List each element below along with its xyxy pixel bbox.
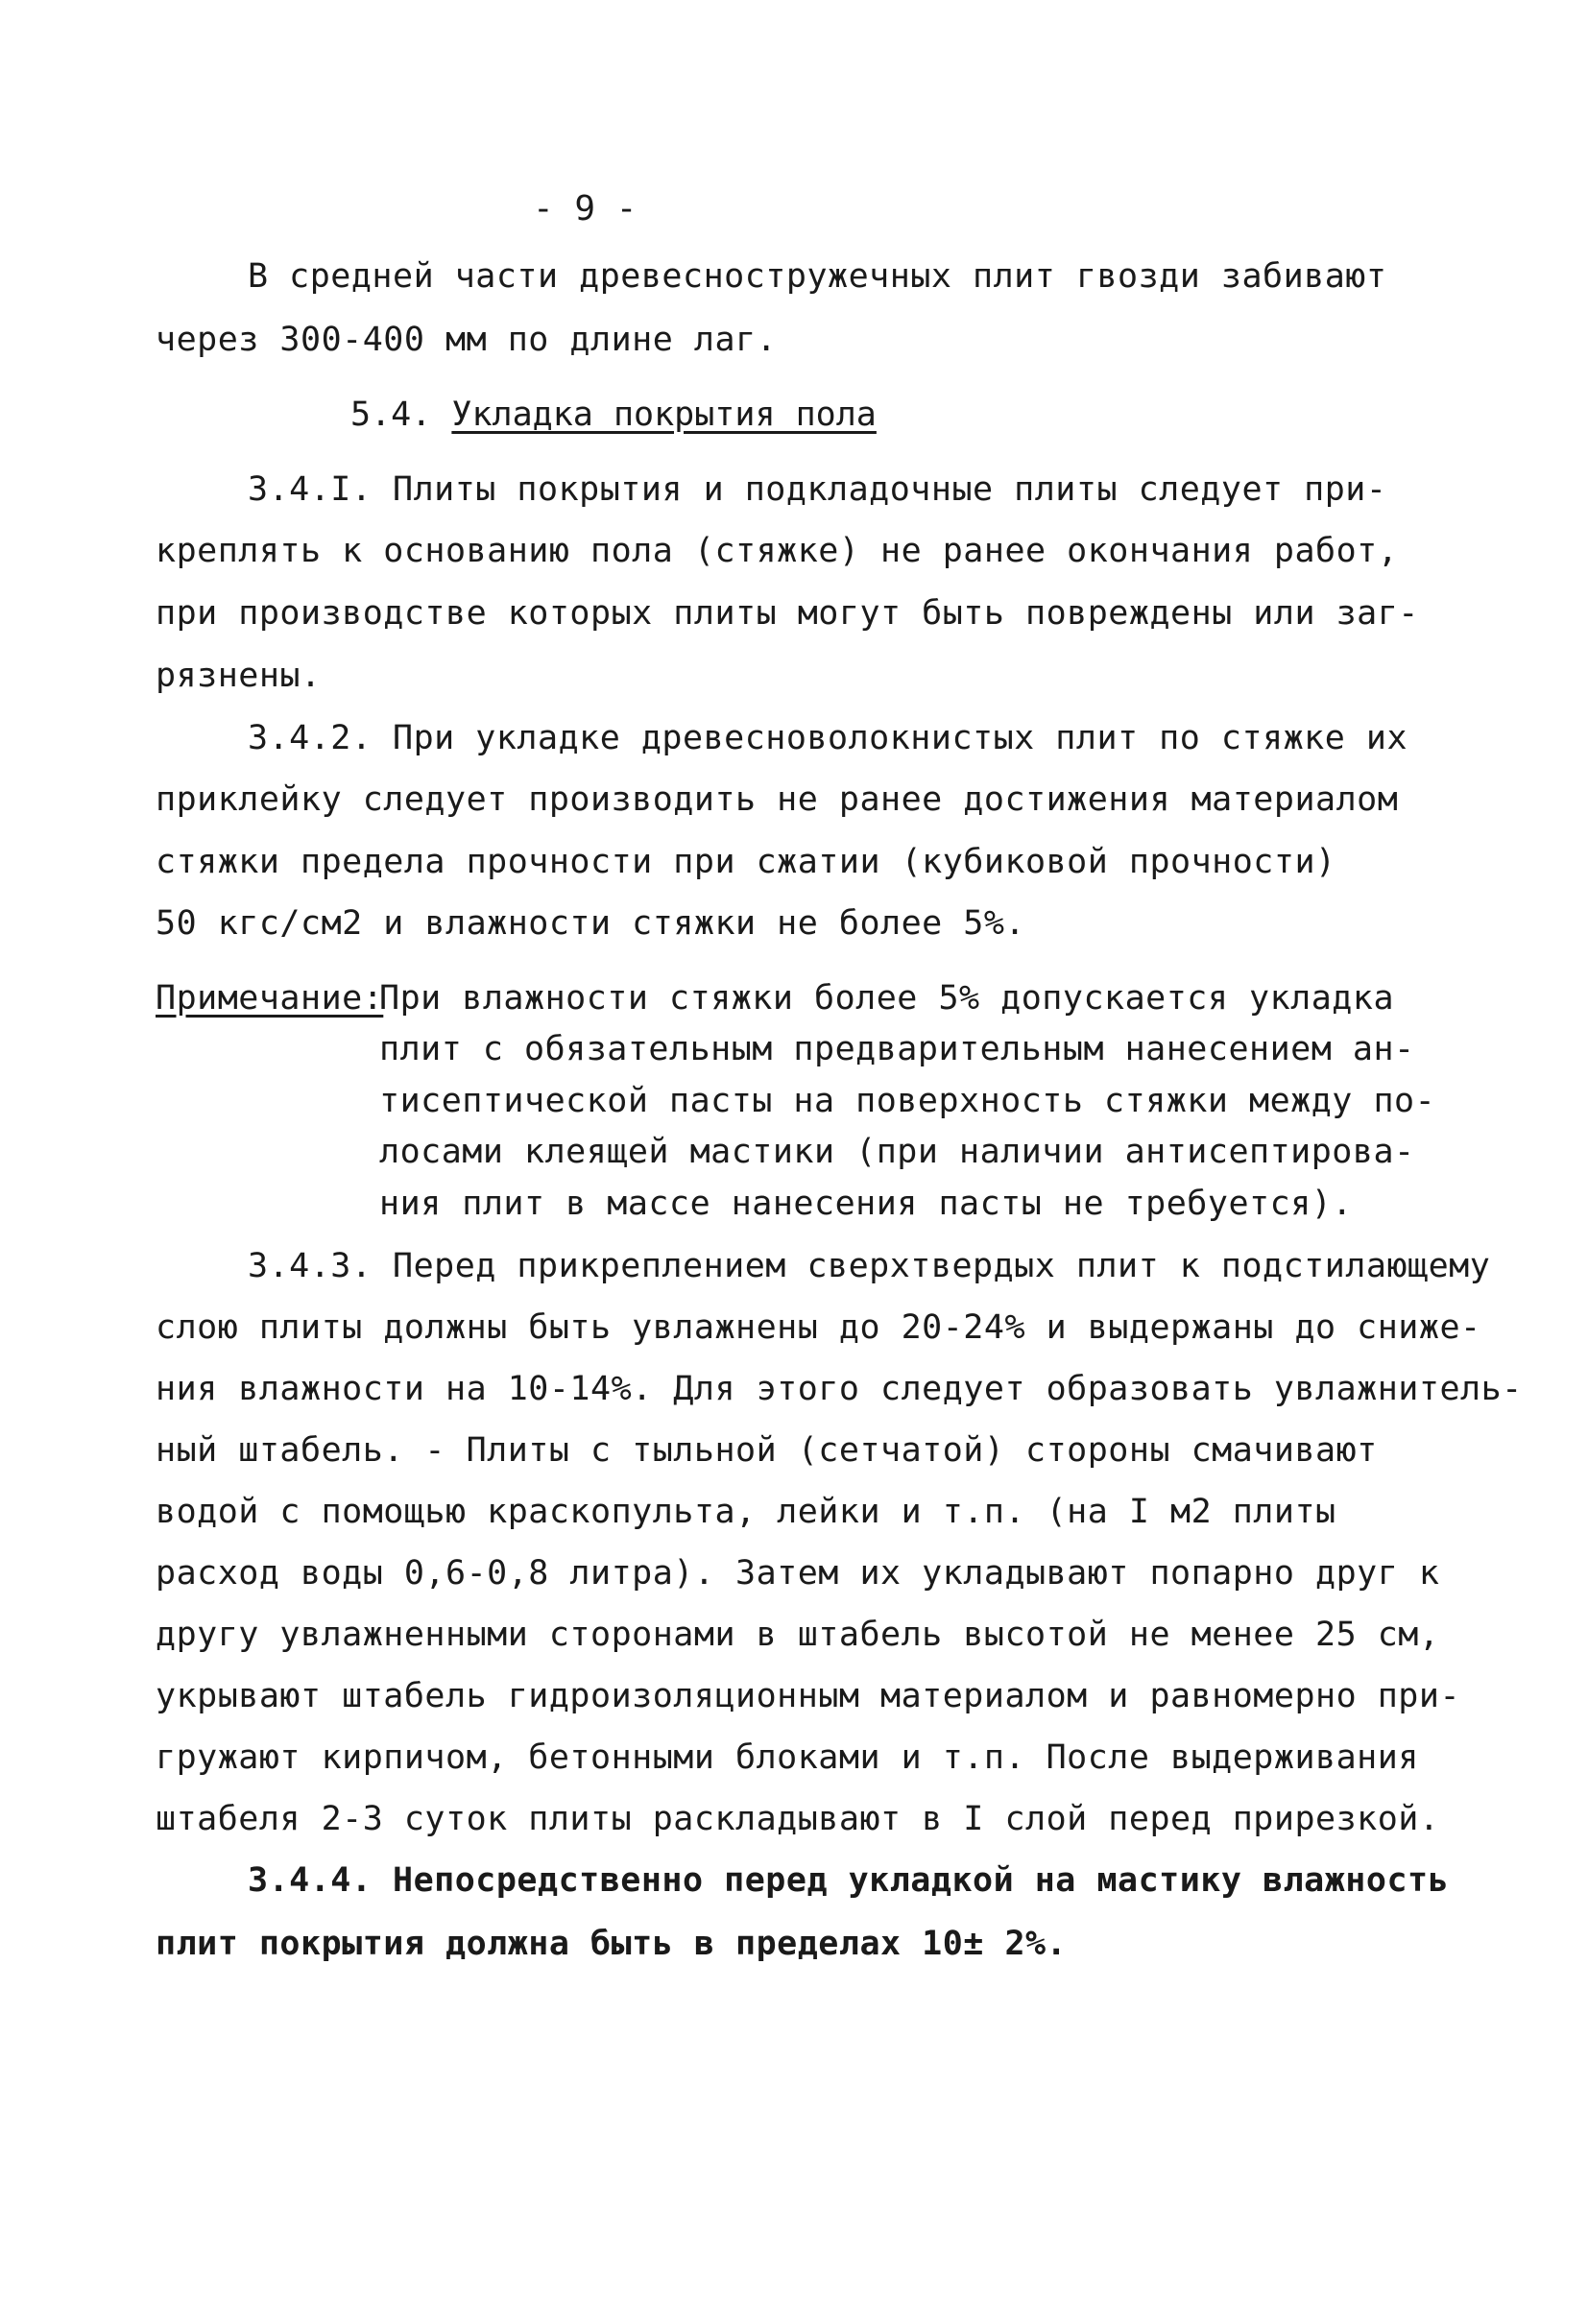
p343-line-8: укрывают штабель гидроизоляционным материалом и равномерно при-: [156, 1677, 1461, 1715]
p342-line-2: приклейку следует производить не ранее достижения материалом: [156, 780, 1399, 819]
note-line-1: При влажности стяжки более 5% допускается укладка: [379, 979, 1395, 1018]
p343-line-5: водой с помощью краскопульта, лейки и т.п. (на I м2 плиты: [156, 1493, 1336, 1531]
p343-line-1: 3.4.3. Перед прикреплением сверхтвердых плит к подстилающему: [248, 1247, 1491, 1285]
p341-line-1: 3.4.I. Плиты покрытия и подкладочные плиты следует при-: [248, 470, 1387, 509]
p343-line-9: гружают кирпичом, бетонными блоками и т.п. После выдерживания: [156, 1738, 1419, 1777]
p343-line-10: штабеля 2-3 суток плиты раскладывают в I слой перед прирезкой.: [156, 1800, 1440, 1838]
p343-line-3: ния влажности на 10-14%. Для этого следует образовать увлажнитель-: [156, 1370, 1523, 1408]
p341-line-2: креплять к основанию пола (стяжке) не ранее окончания работ,: [156, 532, 1399, 570]
note-line-4: лосами клеящей мастики (при наличии антисептирова-: [379, 1133, 1415, 1171]
p343-line-4: ный штабель. - Плиты с тыльной (сетчатой) стороны смачивают: [156, 1431, 1378, 1470]
page-number: - 9 -: [533, 189, 638, 228]
p342-line-4: 50 кгс/см2 и влажности стяжки не более 5%.: [156, 904, 1026, 943]
note-line-5: ния плит в массе нанесения пасты не требуется).: [379, 1185, 1353, 1223]
p343-line-2: слою плиты должны быть увлажнены до 20-24% и выдержаны до сниже-: [156, 1308, 1481, 1347]
note-line-2: плит с обязательным предварительным нанесением ан-: [379, 1030, 1415, 1068]
p343-line-7: другу увлажненными сторонами в штабель высотой не менее 25 см,: [156, 1616, 1440, 1654]
p344-line-2: плит покрытия должна быть в пределах 10± 2%.: [156, 1925, 1068, 1963]
section-number: 5.4.: [350, 395, 432, 434]
note-line-3: тисептической пасты на поверхность стяжки между по-: [379, 1082, 1436, 1120]
note-block: [156, 977, 383, 1019]
intro-line-1: В средней части древесностружечных плит гвозди забивают: [248, 257, 1387, 296]
p341-line-3: при производстве которых плиты могут быть повреждены или заг-: [156, 594, 1419, 633]
section-title: Укладка покрытия пола: [451, 395, 877, 434]
intro-line-2: через 300-400 мм по длине лаг.: [156, 321, 778, 359]
p342-line-1: 3.4.2. При укладке древесноволокнистых плит по стяжке их: [248, 719, 1408, 757]
note-label: Примечание:: [156, 979, 384, 1018]
p342-line-3: стяжки предела прочности при сжатии (кубиковой прочности): [156, 843, 1336, 881]
p344-line-1: 3.4.4. Непосредственно перед укладкой на мастику влажность: [248, 1861, 1450, 1900]
p341-line-4: рязнены.: [156, 657, 322, 695]
section-heading: [350, 394, 877, 436]
p343-line-6: расход воды 0,6-0,8 литра). Затем их укладывают попарно друг к: [156, 1554, 1440, 1593]
